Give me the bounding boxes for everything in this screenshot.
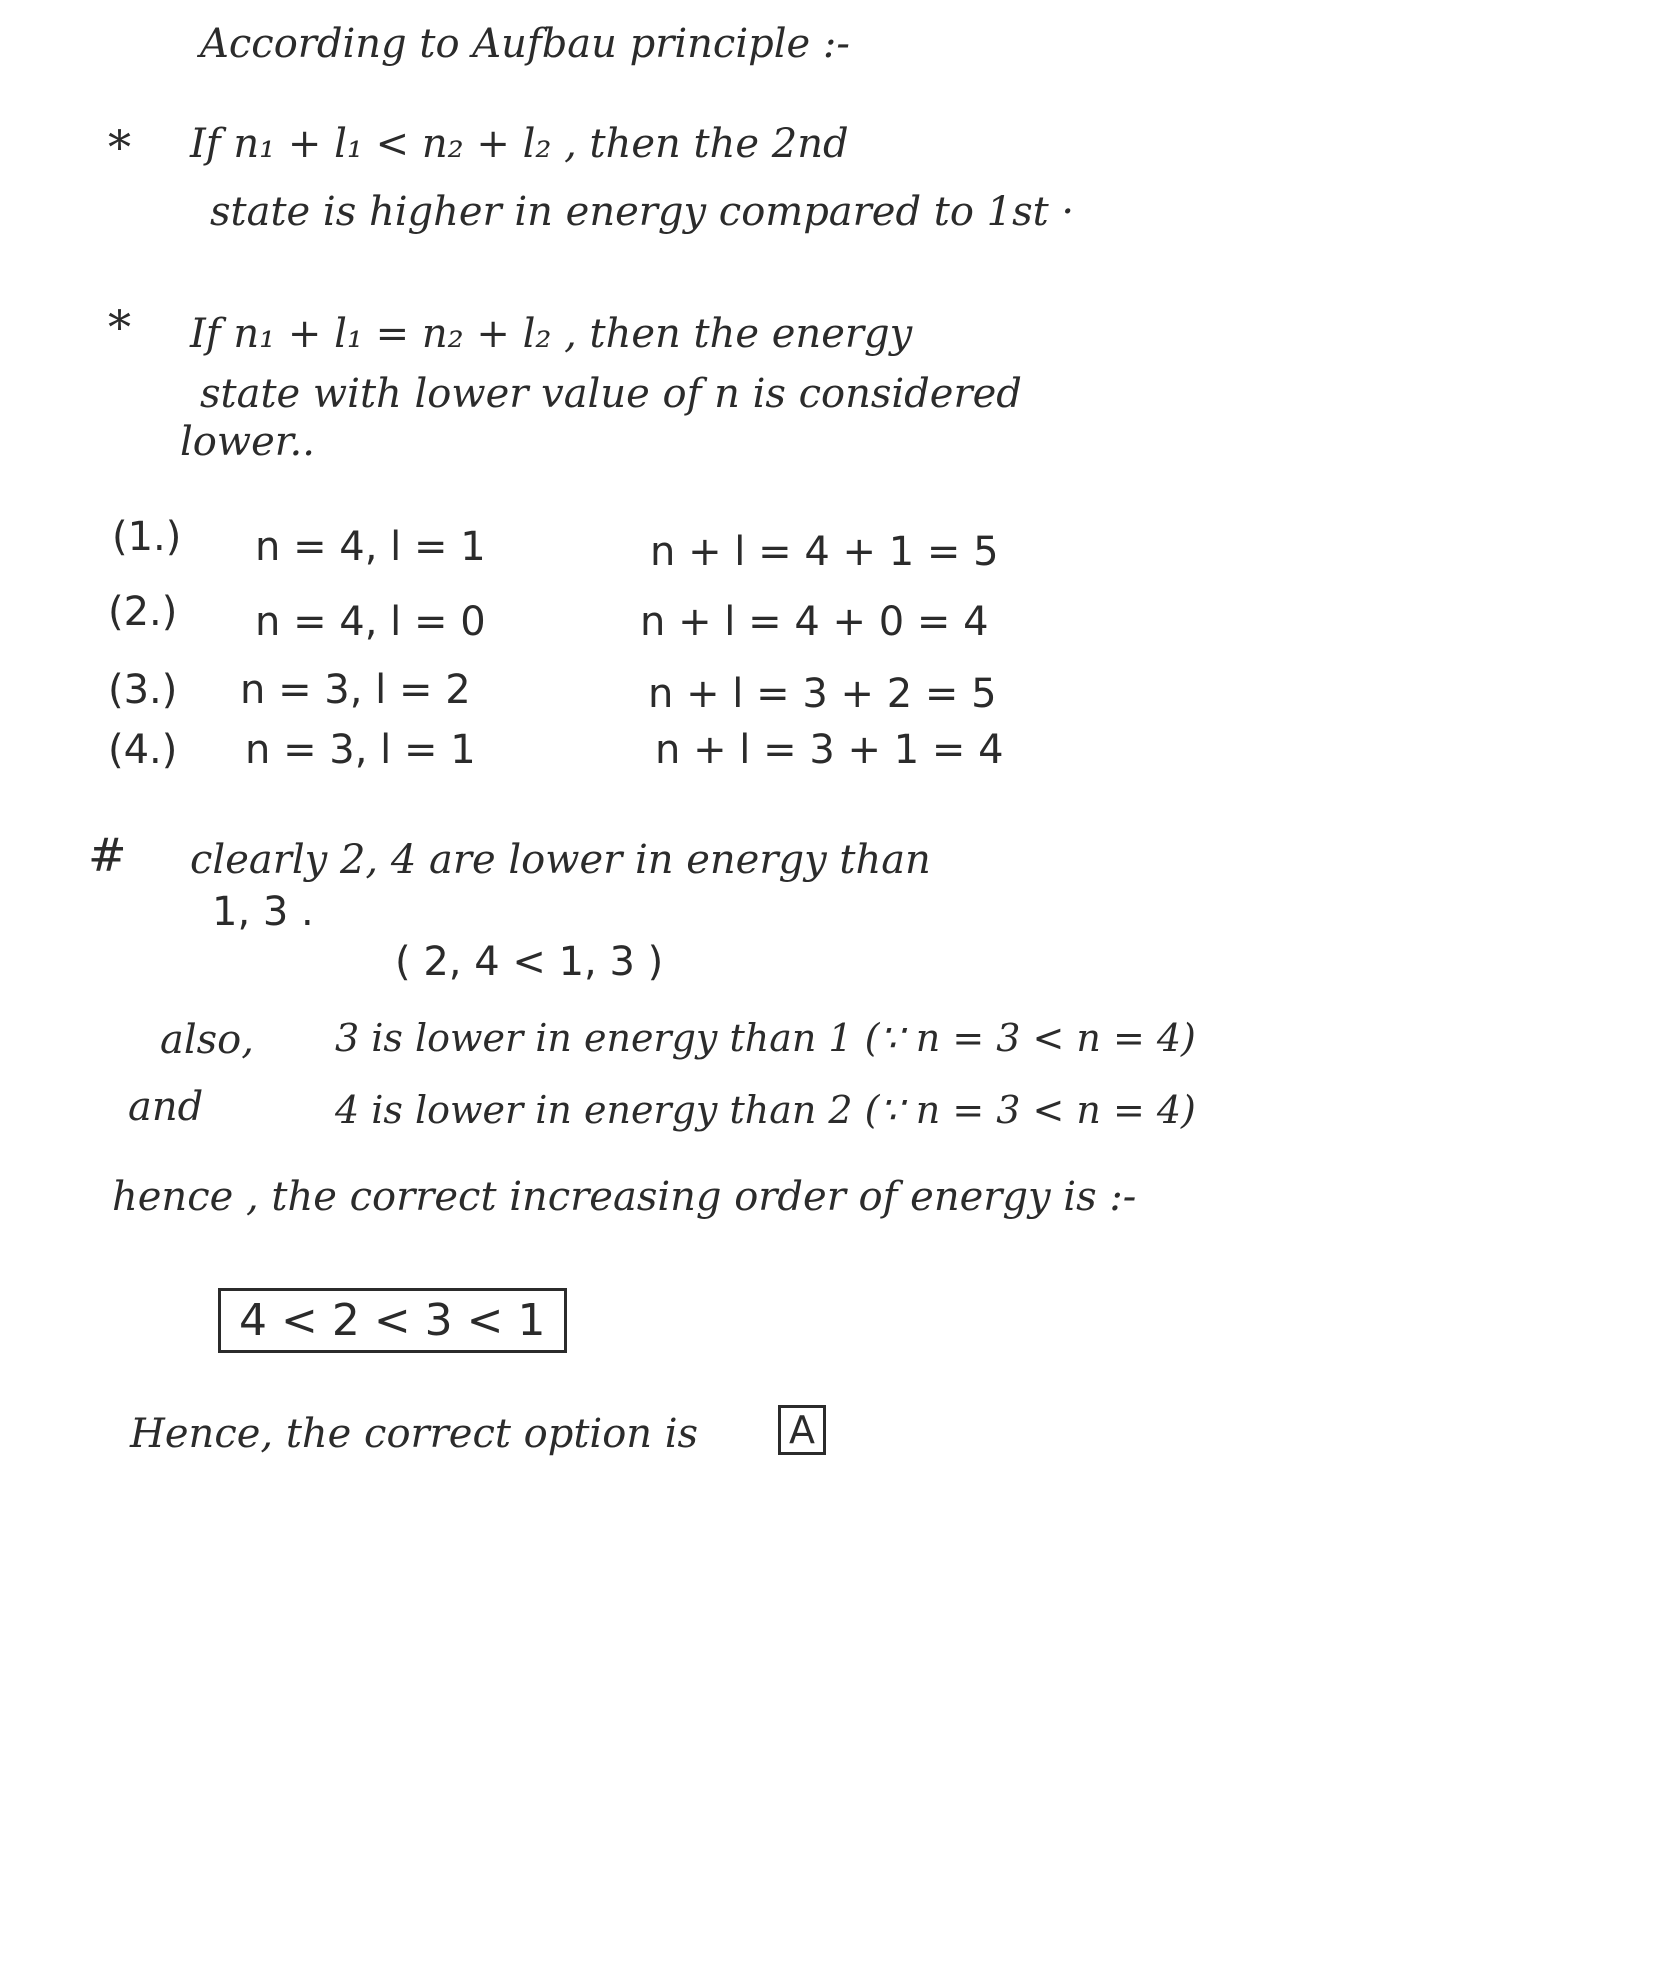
case-1-sum: n + l = 4 + 1 = 5 (650, 529, 999, 575)
bullet-hash: # (88, 828, 127, 882)
case-2-label: (2.) (108, 589, 178, 635)
case-1-label: (1.) (112, 514, 182, 560)
case-1-quantum: n = 4, l = 1 (255, 524, 486, 570)
bullet-star-1: * (108, 120, 131, 174)
rule2-line3: lower.. (180, 419, 315, 465)
also-label: also, (160, 1017, 254, 1063)
case-3-label: (3.) (108, 667, 178, 713)
case-2-sum: n + l = 4 + 0 = 4 (640, 599, 989, 645)
and-text: 4 is lower in energy than 2 (∵ n = 3 < n = 4) (335, 1088, 1196, 1132)
case-4-sum: n + l = 3 + 1 = 4 (655, 727, 1004, 773)
rule2-line1: If n₁ + l₁ = n₂ + l₂ , then the energy (190, 311, 913, 357)
rule1-line2: state is higher in energy compared to 1st · (210, 189, 1075, 235)
final-option-box: A (778, 1405, 826, 1455)
final-text: Hence, the correct option is (130, 1411, 699, 1457)
case-4-label: (4.) (108, 727, 178, 773)
hence-order-text: hence , the correct increasing order of energy is :- (112, 1174, 1137, 1220)
case-3-quantum: n = 3, l = 2 (240, 667, 471, 713)
clearly-line3: ( 2, 4 < 1, 3 ) (395, 939, 664, 985)
heading: According to Aufbau principle :- (200, 21, 850, 67)
rule2-line2: state with lower value of n is considered (200, 371, 1022, 417)
answer-order-box: 4 < 2 < 3 < 1 (218, 1288, 567, 1353)
rule1-line1: If n₁ + l₁ < n₂ + l₂ , then the 2nd (190, 121, 849, 167)
clearly-line1: clearly 2, 4 are lower in energy than (190, 837, 931, 883)
case-4-quantum: n = 3, l = 1 (245, 727, 476, 773)
case-2-quantum: n = 4, l = 0 (255, 599, 486, 645)
case-3-sum: n + l = 3 + 2 = 5 (648, 671, 997, 717)
bullet-star-2: * (108, 300, 131, 354)
clearly-line2: 1, 3 . (212, 889, 314, 935)
and-label: and (128, 1084, 204, 1130)
also-text: 3 is lower in energy than 1 (∵ n = 3 < n = 4) (335, 1016, 1196, 1060)
